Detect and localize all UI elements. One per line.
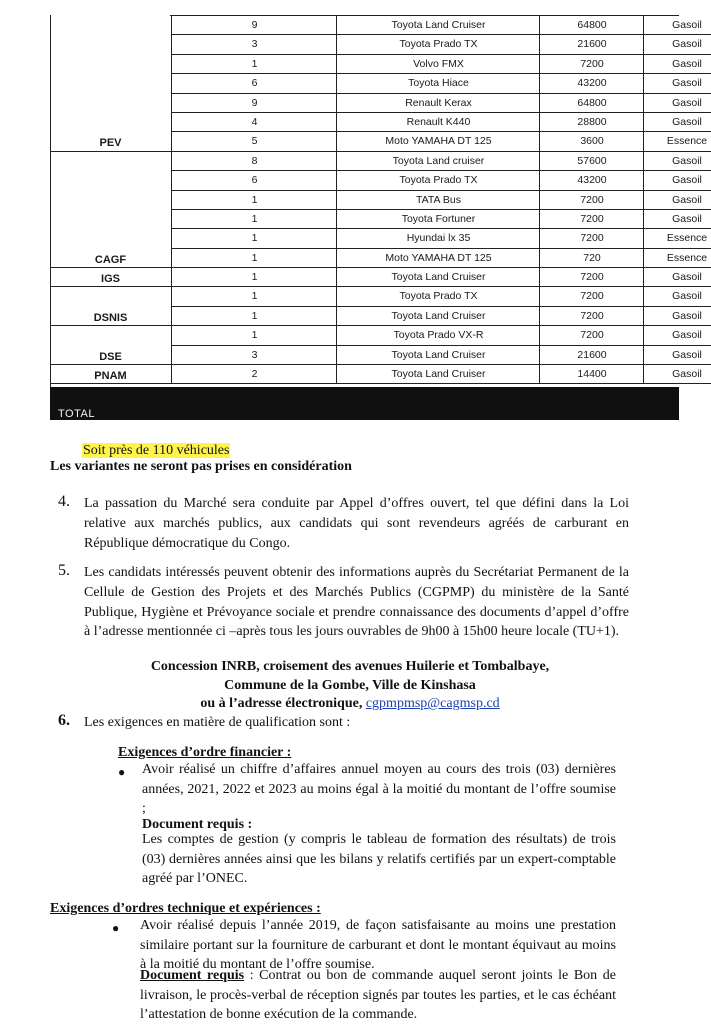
technical-doc-heading: Document requis bbox=[140, 968, 245, 983]
fuel-type-cell: Essence bbox=[643, 131, 711, 151]
table-row bbox=[50, 248, 708, 267]
table-row bbox=[50, 345, 702, 364]
table-row bbox=[50, 34, 702, 53]
fuel-type-cell: Essence bbox=[643, 228, 711, 248]
fuel-quantity-cell: 21600 bbox=[539, 34, 644, 54]
fuel-quantity-cell: 57600 bbox=[539, 151, 644, 171]
table-row bbox=[50, 93, 702, 112]
organisation-cell bbox=[50, 190, 171, 209]
item-5-number: 5. bbox=[58, 562, 70, 579]
quantity-cell: 8 bbox=[171, 151, 337, 171]
fuel-type-cell: Gasoil bbox=[643, 54, 711, 74]
fuel-type-cell: Gasoil bbox=[643, 34, 711, 54]
quantity-cell: 1 bbox=[171, 54, 337, 74]
table-row bbox=[50, 15, 702, 34]
vehicle-model-cell: Renault K440 bbox=[336, 112, 540, 132]
table-row bbox=[50, 73, 702, 92]
email-link[interactable]: cgpmpmsp@cagmsp.cd bbox=[365, 696, 500, 711]
vehicle-model-cell: Toyota Prado VX-R bbox=[336, 325, 540, 345]
vehicle-model-cell: Toyota Prado TX bbox=[336, 286, 540, 306]
organisation-cell bbox=[50, 209, 171, 228]
fuel-quantity-cell: 7200 bbox=[539, 54, 644, 74]
quantity-cell: 1 bbox=[171, 228, 337, 248]
quantity-cell: 1 bbox=[171, 248, 337, 268]
vehicle-model-cell: Toyota Hiace bbox=[336, 73, 540, 93]
fuel-quantity-cell: 28800 bbox=[539, 112, 644, 132]
item-5-text: Les candidats intéressés peuvent obtenir des informations auprès du Secrétariat Permanent de la Cellule de Gestion des Projets et des Marchés Publics (CGPMP) du ministère de la Santé Publique, Hygiène et Prévoyance sociale et prendre connaissance des documents d’appel d’offre à l’adresse mentionnée ci –après tous les jours ouvrables de 9h00 à 15h00 heure locale (TU+1). bbox=[84, 565, 629, 640]
financial-doc-text: Les comptes de gestion (y compris le tableau de formation des résultats) de trois (03) dernières années ainsi que les bilans y relatifs certifiés par un expert-comptable agréé par l’ONEC. bbox=[142, 832, 616, 886]
fuel-type-cell: Gasoil bbox=[643, 306, 711, 326]
table-row bbox=[50, 267, 702, 286]
fuel-quantity-cell: 7200 bbox=[539, 267, 644, 287]
vehicle-model-cell: Toyota Land Cruiser bbox=[336, 345, 540, 365]
organisation-cell bbox=[50, 170, 171, 189]
fuel-quantity-cell: 7200 bbox=[539, 190, 644, 210]
organisation-cell bbox=[50, 228, 171, 247]
fuel-quantity-cell: 7200 bbox=[539, 286, 644, 306]
organisation-cell bbox=[50, 34, 171, 53]
organisation-cell: PNAM bbox=[50, 364, 171, 384]
item-6-text: Les exigences en matière de qualification sont : bbox=[84, 715, 351, 730]
item-4-number: 4. bbox=[58, 493, 70, 510]
quantity-cell: 2 bbox=[171, 364, 337, 384]
financial-doc-heading: Document requis : bbox=[142, 817, 253, 832]
item-4-text: La passation du Marché sera conduite par Appel d’offres ouvert, tel que défini dans la Loi relative aux marchés publics, aux candidats qui sont revendeurs agréés de carburant en République démocratique du Congo. bbox=[84, 496, 629, 551]
organisation-cell: CAGF bbox=[50, 248, 171, 268]
fuel-quantity-cell: 64800 bbox=[539, 93, 644, 113]
address-line-3 bbox=[100, 694, 600, 714]
organisation-cell bbox=[50, 73, 171, 92]
quantity-cell: 3 bbox=[171, 345, 337, 365]
fuel-type-cell: Gasoil bbox=[643, 151, 711, 171]
table-row bbox=[50, 306, 702, 325]
quantity-cell: 9 bbox=[171, 15, 337, 35]
quantity-cell: 1 bbox=[171, 209, 337, 229]
fuel-quantity-cell: 3600 bbox=[539, 131, 644, 151]
table-row bbox=[50, 131, 708, 150]
fuel-quantity-cell: 7200 bbox=[539, 228, 644, 248]
fuel-type-cell: Gasoil bbox=[643, 345, 711, 365]
variants-note: Les variantes ne seront pas prises en considération bbox=[50, 459, 352, 474]
quantity-cell: 1 bbox=[171, 286, 337, 306]
fuel-type-cell: Gasoil bbox=[643, 364, 711, 384]
vehicle-fuel-table bbox=[50, 15, 708, 383]
table-row bbox=[50, 54, 702, 73]
vehicle-count-highlight: Soit près de 110 véhicules bbox=[83, 443, 230, 458]
fuel-type-cell: Gasoil bbox=[643, 93, 711, 113]
fuel-type-cell: Gasoil bbox=[643, 73, 711, 93]
fuel-type-cell: Gasoil bbox=[643, 267, 711, 287]
organisation-cell: DSNIS bbox=[50, 306, 171, 326]
item-6-number: 6. bbox=[58, 712, 70, 729]
fuel-quantity-cell: 7200 bbox=[539, 306, 644, 326]
organisation-cell bbox=[50, 286, 171, 305]
quantity-cell: 6 bbox=[171, 170, 337, 190]
quantity-cell: 1 bbox=[171, 306, 337, 326]
quantity-cell: 6 bbox=[171, 73, 337, 93]
table-row bbox=[50, 112, 702, 131]
table-row bbox=[50, 228, 708, 247]
table-row bbox=[50, 325, 702, 344]
organisation-cell bbox=[50, 93, 171, 112]
vehicle-model-cell: Toyota Land Cruiser bbox=[336, 306, 540, 326]
total-label: TOTAL bbox=[58, 408, 95, 420]
organisation-cell: IGS bbox=[50, 267, 171, 287]
fuel-quantity-cell: 7200 bbox=[539, 209, 644, 229]
bullet-icon: ● bbox=[112, 921, 120, 935]
vehicle-model-cell: Toyota Land Cruiser bbox=[336, 267, 540, 287]
organisation-cell: DSE bbox=[50, 345, 171, 365]
fuel-type-cell: Gasoil bbox=[643, 15, 711, 35]
vehicle-model-cell: Toyota Land Cruiser bbox=[336, 364, 540, 384]
fuel-quantity-cell: 7200 bbox=[539, 325, 644, 345]
table-row bbox=[50, 190, 702, 209]
fuel-quantity-cell: 43200 bbox=[539, 73, 644, 93]
table-row bbox=[50, 170, 702, 189]
technical-doc-body: : Contrat ou bon de commande auquel seront joints le Bon de livraison, le procès-verbal de réception signés par toutes les parties, et le cas échéant l’attestation de bonne exécution de la commande. bbox=[140, 968, 616, 1022]
organisation-cell bbox=[50, 112, 171, 131]
technical-doc-text bbox=[140, 966, 616, 1025]
quantity-cell: 4 bbox=[171, 112, 337, 132]
fuel-quantity-cell: 43200 bbox=[539, 170, 644, 190]
fuel-type-cell: Gasoil bbox=[643, 209, 711, 229]
address-email-prefix: ou à l’adresse électronique, bbox=[200, 696, 363, 711]
bullet-icon: ● bbox=[118, 765, 126, 779]
vehicle-model-cell: Volvo FMX bbox=[336, 54, 540, 74]
quantity-cell: 9 bbox=[171, 93, 337, 113]
table-row bbox=[50, 151, 702, 170]
quantity-cell: 1 bbox=[171, 267, 337, 287]
table-row bbox=[50, 364, 702, 383]
vehicle-model-cell: Toyota Fortuner bbox=[336, 209, 540, 229]
fuel-type-cell: Gasoil bbox=[643, 325, 711, 345]
vehicle-model-cell: Hyundai lx 35 bbox=[336, 228, 540, 248]
table-total-row bbox=[50, 387, 679, 420]
quantity-cell: 5 bbox=[171, 131, 337, 151]
fuel-quantity-cell: 14400 bbox=[539, 364, 644, 384]
table-row bbox=[50, 209, 702, 228]
vehicle-model-cell: Toyota Land cruiser bbox=[336, 151, 540, 171]
organisation-cell bbox=[50, 54, 171, 73]
vehicle-model-cell: Renault Kerax bbox=[336, 93, 540, 113]
address-line-1: Concession INRB, croisement des avenues Huilerie et Tombalbaye, bbox=[150, 659, 550, 674]
financial-heading: Exigences d’ordre financier : bbox=[118, 745, 292, 760]
fuel-quantity-cell: 720 bbox=[539, 248, 644, 268]
quantity-cell: 1 bbox=[171, 190, 337, 210]
quantity-cell: 1 bbox=[171, 325, 337, 345]
table-row bbox=[50, 286, 702, 305]
financial-requirement: Avoir réalisé un chiffre d’affaires annuel moyen au cours des trois (03) dernières années, 2021, 2022 et 2023 au moins égal à la moitié du montant de l’offre soumise ; bbox=[142, 762, 616, 816]
technical-heading: Exigences d’ordres technique et expériences : bbox=[50, 901, 321, 916]
technical-requirement: Avoir réalisé depuis l’année 2019, de façon satisfaisante au moins une prestation similaire portant sur la fourniture de carburant et dont le montant équivaut au moins à la moitié du montant de l’offre soumise. bbox=[140, 918, 616, 972]
fuel-quantity-cell: 21600 bbox=[539, 345, 644, 365]
vehicle-model-cell: Moto YAMAHA DT 125 bbox=[336, 248, 540, 268]
organisation-cell bbox=[50, 325, 171, 344]
vehicle-model-cell: Toyota Prado TX bbox=[336, 170, 540, 190]
organisation-cell: PEV bbox=[50, 131, 171, 151]
fuel-type-cell: Gasoil bbox=[643, 286, 711, 306]
address-line-2: Commune de la Gombe, Ville de Kinshasa bbox=[224, 678, 476, 693]
quantity-cell: 3 bbox=[171, 34, 337, 54]
fuel-type-cell: Gasoil bbox=[643, 190, 711, 210]
fuel-quantity-cell: 64800 bbox=[539, 15, 644, 35]
vehicle-model-cell: Toyota Prado TX bbox=[336, 34, 540, 54]
fuel-type-cell: Gasoil bbox=[643, 170, 711, 190]
vehicle-model-cell: Toyota Land Cruiser bbox=[336, 15, 540, 35]
organisation-cell bbox=[50, 15, 171, 34]
vehicle-model-cell: TATA Bus bbox=[336, 190, 540, 210]
fuel-type-cell: Essence bbox=[643, 248, 711, 268]
fuel-type-cell: Gasoil bbox=[643, 112, 711, 132]
organisation-cell bbox=[50, 151, 171, 170]
vehicle-model-cell: Moto YAMAHA DT 125 bbox=[336, 131, 540, 151]
